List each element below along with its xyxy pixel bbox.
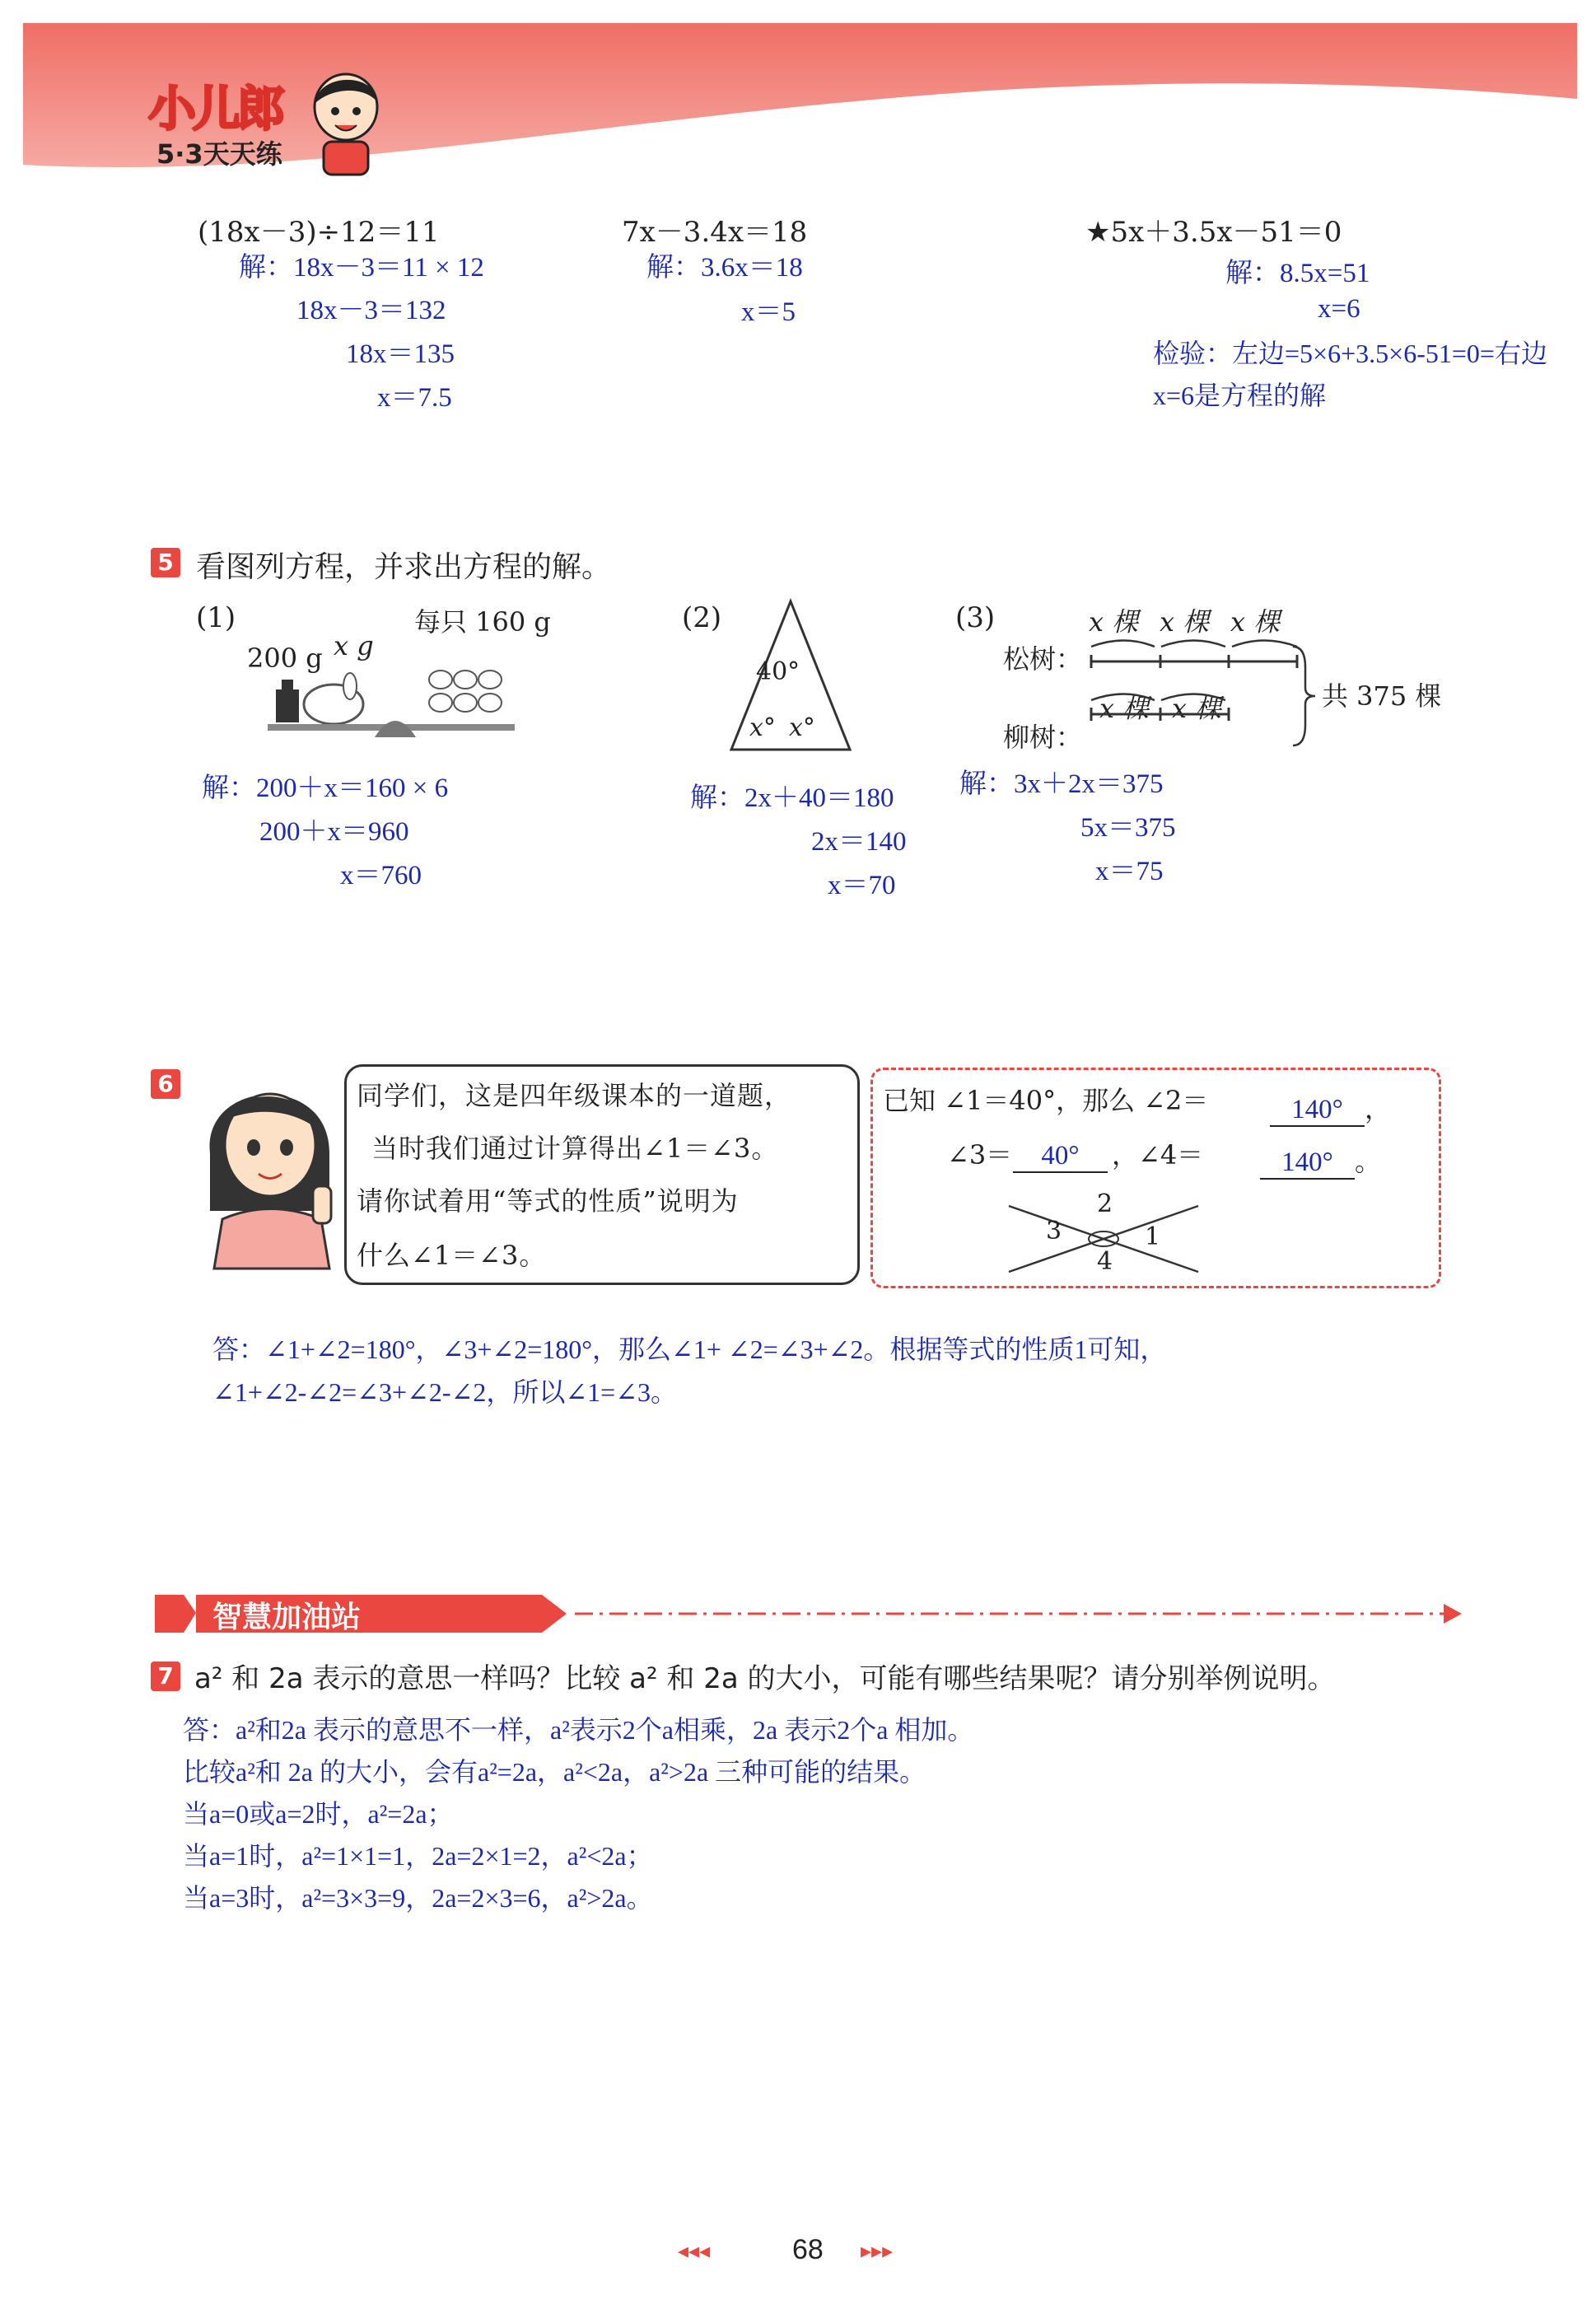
problem-1-question: (18x－3)÷12＝11: [198, 216, 440, 249]
q5-sub1-answer-line: x＝760: [340, 861, 422, 890]
angle-label-2: 2: [1097, 1189, 1113, 1218]
question-6-number: 6: [151, 1069, 180, 1099]
q5-sub1-weight: 200 g: [247, 643, 323, 674]
bubble-line: 请你试着用“等式的性质”说明为: [357, 1185, 739, 1217]
problem-1-answer-line: x＝7.5: [377, 383, 452, 413]
angle-2-blank: 140° ，: [1270, 1088, 1391, 1127]
angle-4-answer: 140°: [1281, 1147, 1333, 1177]
problem-1-answer-line: 18x－3＝132: [296, 296, 446, 325]
angle-3-answer: 40°: [1041, 1141, 1080, 1171]
q5-sub3-unit: x 棵: [1230, 606, 1281, 638]
q5-sub1-answer-line: 解：200＋x＝160 × 6: [202, 773, 449, 803]
q5-sub1-xlabel: x g: [334, 630, 374, 661]
question-7-text: a² 和 2a 表示的意思一样吗？比较 a² 和 2a 的大小，可能有哪些结果呢？请分别举例说明。: [194, 1662, 1336, 1695]
problem-3-question: ★5x＋3.5x－51＝0: [1085, 216, 1342, 249]
angle-label-4: 4: [1097, 1247, 1113, 1276]
q5-sub2-base-angle-left: x°: [749, 713, 776, 742]
q7-answer-line: 当a=1时，a²=1×1=1，2a=2×1=2，a²<2a；: [183, 1841, 653, 1871]
question-7-number: 7: [151, 1661, 180, 1691]
angle-2-answer: 140°: [1291, 1095, 1343, 1124]
problem-3-answer-line: 解：8.5x=51: [1225, 259, 1370, 288]
q5-sub1-label: (1): [196, 601, 236, 634]
q5-sub3-answer-line: 解：3x＋2x＝375: [959, 769, 1164, 799]
q5-sub3-label: (3): [955, 601, 996, 634]
tree-total-brace: [1289, 643, 1322, 750]
q5-sub3-unit: x 棵: [1172, 693, 1222, 724]
teacher-speech-bubble: [344, 1064, 860, 1285]
question-5-number: 5: [151, 548, 180, 577]
q7-answer-line: 答：a²和2a 表示的意思不一样，a²表示2个a相乘，2a 表示2个a 相加。: [183, 1715, 974, 1745]
angle-problem-box: [870, 1068, 1441, 1288]
q5-sub3-willow-label: 柳树：: [1003, 722, 1083, 753]
bubble-line: 同学们，这是四年级课本的一道题，: [357, 1080, 792, 1111]
page-number: 68: [792, 2234, 824, 2265]
angle-3-text: ∠3＝: [947, 1139, 1013, 1171]
q7-answer-line: 当a=3时，a²=3×3=9，2a=2×3=6，a²>2a。: [183, 1883, 653, 1913]
problem-3-answer-line: x=6是方程的解: [1153, 381, 1327, 410]
problem-1-answer-line: 解：18x－3＝11 × 12: [239, 253, 484, 283]
q7-answer-line: 当a=0或a=2时，a²=2a；: [183, 1799, 454, 1829]
q5-sub3-total: 共 375 棵: [1322, 680, 1442, 712]
q5-sub3-unit: x 棵: [1099, 693, 1150, 724]
problem-2-answer-line: x＝5: [741, 297, 796, 327]
q5-sub2-top-angle: 40°: [756, 657, 800, 686]
section-title: 智慧加油站: [212, 1601, 362, 1634]
q5-sub2-base-angle-right: x°: [789, 713, 815, 742]
question-5-title: 看图列方程，并求出方程的解。: [196, 550, 612, 584]
problem-1-answer-line: 18x＝135: [346, 339, 455, 369]
q5-sub3-unit: x 棵: [1089, 606, 1139, 638]
angle-4-blank: 140° 。: [1260, 1141, 1381, 1180]
q5-sub2-answer-line: 解：2x＋40＝180: [690, 783, 894, 813]
q6-answer-line: 答：∠1+∠2=180°，∠3+∠2=180°，那么∠1+ ∠2=∠3+∠2。根据等式的性质1可知，: [212, 1334, 1167, 1364]
brand-logo: 小儿郎: [148, 81, 282, 137]
problem-3-answer-line: 检验：左边=5×6+3.5×6-51=0=右边: [1153, 339, 1547, 368]
tree-segment-diagram: [1087, 630, 1318, 745]
q5-sub2-answer-line: x＝70: [828, 871, 896, 900]
bubble-line: 什么∠1＝∠3。: [357, 1240, 547, 1271]
q5-sub3-pine-label: 松树：: [1003, 643, 1083, 675]
teacher-illustration: [189, 1063, 354, 1273]
footer-left-arrows: ◂◂◂: [678, 2239, 711, 2264]
problem-2-question: 7x－3.4x＝18: [622, 216, 808, 249]
angle-3-blank: [1013, 1141, 1108, 1173]
problem-2-answer-line: 解：3.6x＝18: [646, 253, 803, 283]
q7-answer-line: 比较a²和 2a 的大小，会有a²=2a，a²<2a，a²>2a 三种可能的结果。: [183, 1757, 926, 1787]
bubble-line: 当时我们通过计算得出∠1＝∠3。: [371, 1133, 779, 1164]
series-label: 5·3天天练: [156, 138, 282, 170]
q5-sub2-answer-line: 2x＝140: [811, 827, 907, 857]
balance-scale-figure: [264, 655, 519, 741]
q5-sub3-answer-line: 5x＝375: [1080, 813, 1176, 843]
angle-label-3: 3: [1046, 1217, 1062, 1245]
footer-right-arrows: ▸▸▸: [861, 2239, 894, 2264]
q5-sub1-each: 每只 160 g: [414, 606, 551, 638]
q5-sub1-answer-line: 200＋x＝960: [259, 817, 409, 847]
angle-label-1: 1: [1145, 1222, 1161, 1251]
q5-sub3-answer-line: x＝75: [1095, 857, 1164, 886]
q5-sub2-label: (2): [682, 601, 722, 634]
angle-known-text: 已知 ∠1＝40°，那么 ∠2＝: [883, 1085, 1209, 1116]
q5-sub3-unit: x 棵: [1160, 606, 1210, 638]
problem-3-answer-line: x=6: [1318, 294, 1360, 324]
mascot-boy: [309, 66, 383, 177]
angle-4-text: ，∠4＝: [1112, 1139, 1204, 1171]
q6-answer-line: ∠1+∠2-∠2=∠3+∠2-∠2，所以∠1=∠3。: [212, 1377, 678, 1407]
